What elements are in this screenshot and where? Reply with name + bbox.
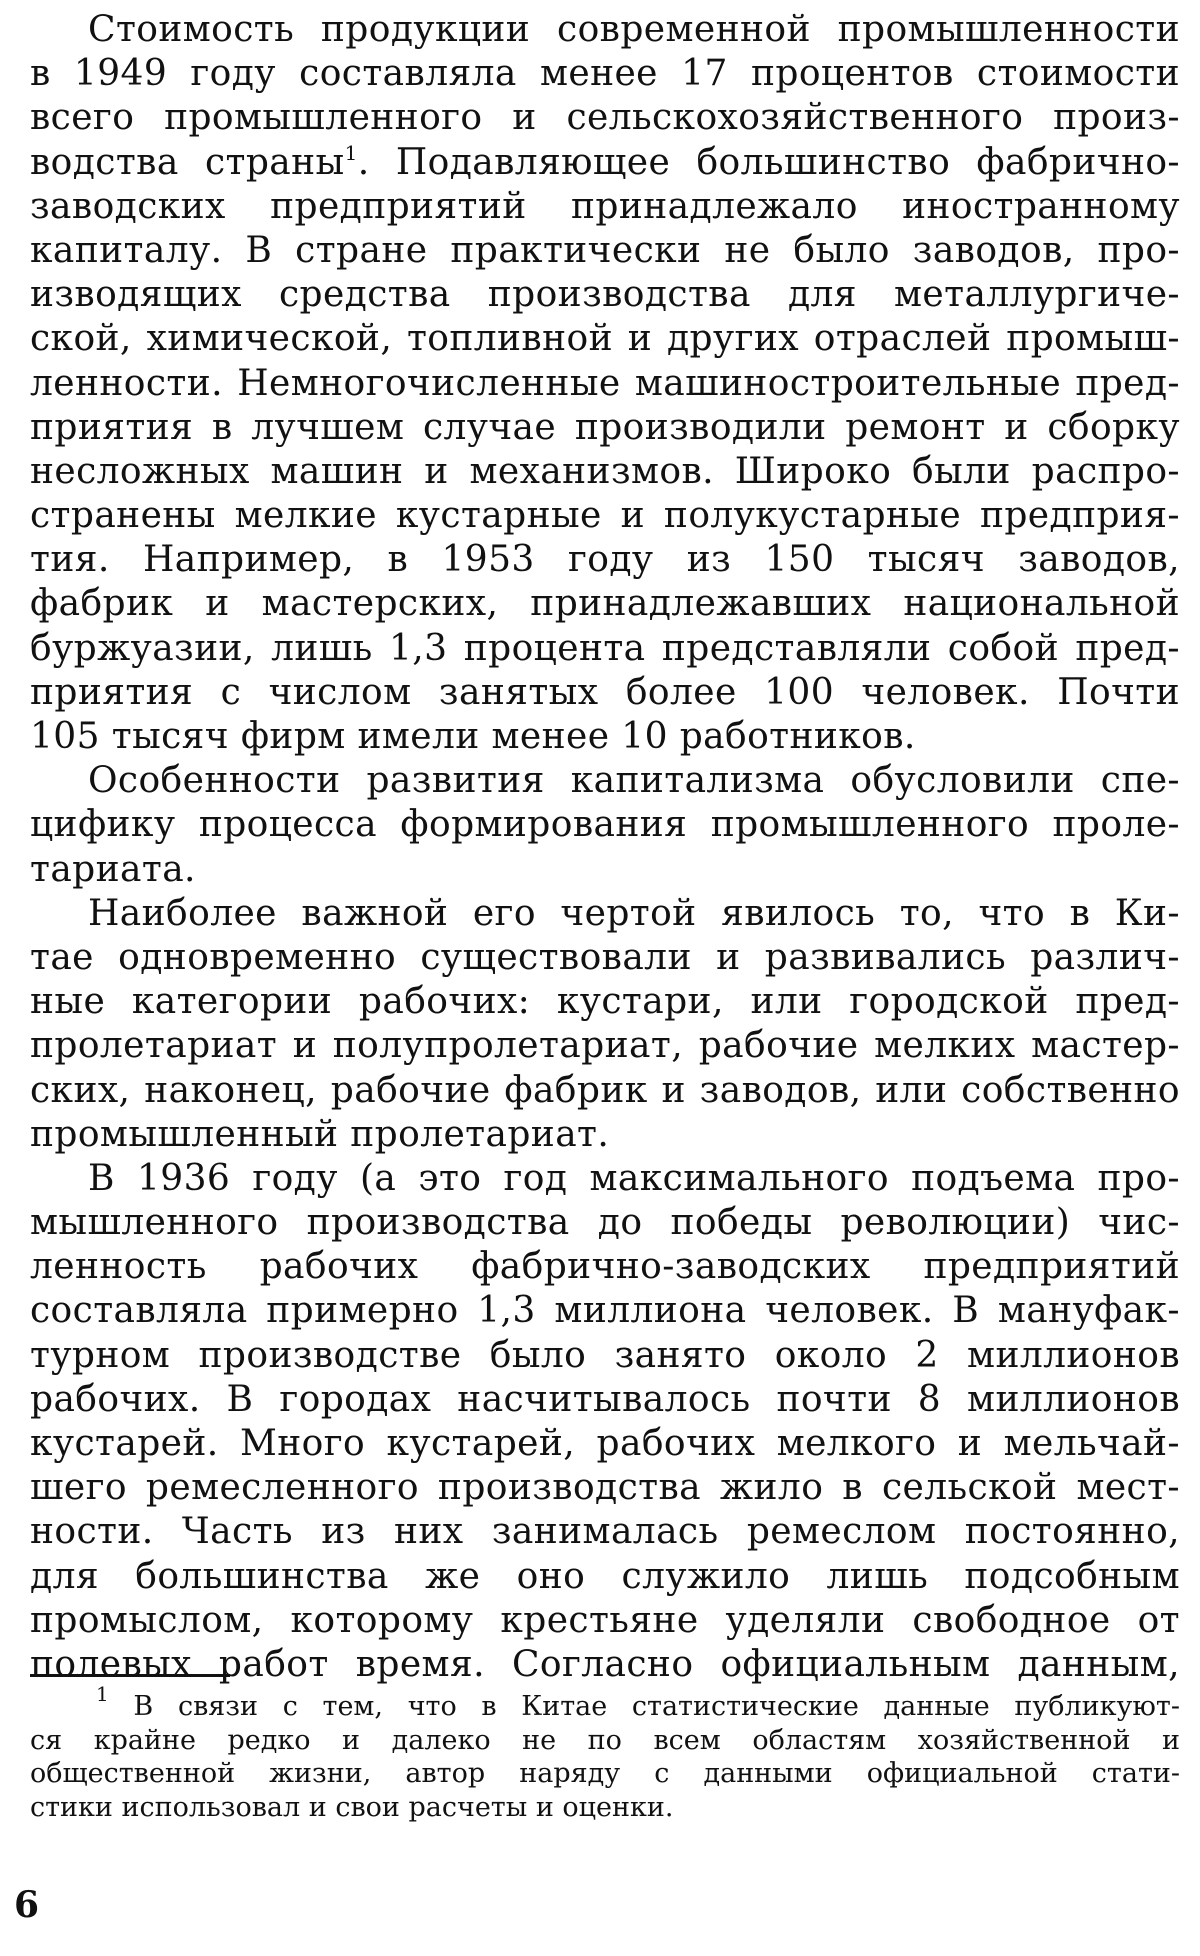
text-line: 105 тысяч фирм имели менее 10 работников.	[30, 716, 916, 757]
text-line: полевых работ время. Согласно официальным данным,	[30, 1643, 1180, 1685]
text-line: пролетариат и полупролетариат, рабочие мелких мастер-	[30, 1025, 1180, 1067]
text-line: всего промышленного и сельскохозяйственного произ-	[30, 97, 1180, 139]
main-text	[30, 8, 1180, 1687]
text-line: Особенности развития капитализма обусловили спе-	[88, 760, 1180, 802]
text-line: фабрик и мастерских, принадлежавших национальной	[30, 583, 1180, 625]
paragraph-1	[30, 8, 1180, 759]
text-line-with-footnote-ref	[30, 141, 1180, 185]
text-line: ные категории рабочих: кустари, или городской пред-	[30, 981, 1180, 1023]
text-segment: водства страны	[30, 141, 345, 183]
text-line: заводских предприятий принадлежало иностранному	[30, 185, 1180, 227]
text-line: капиталу. В стране практически не было заводов, про-	[30, 229, 1180, 271]
text-line: странены мелкие кустарные и полукустарные предприя-	[30, 495, 1180, 537]
footnote-line: общественной жизни, автор наряду с данными официальной стати-	[30, 1758, 1180, 1789]
text-line: несложных машин и механизмов. Широко были распро-	[30, 450, 1180, 492]
paragraph-4	[30, 1157, 1180, 1687]
text-line: приятия с числом занятых более 100 человек. Почти	[30, 671, 1180, 713]
text-line: турном производстве было занято около 2 миллионов	[30, 1334, 1180, 1376]
text-line: цифику процесса формирования промышленного проле-	[30, 804, 1180, 846]
text-segment: В связи с тем, что в Китае статистические данные публикуют-	[133, 1691, 1180, 1722]
footnote-line	[30, 1682, 1180, 1724]
text-line: приятия в лучшем случае производили ремонт и сборку	[30, 406, 1180, 448]
text-line: мышленного производства до победы революции) чис-	[30, 1202, 1180, 1244]
footnote-line: стики использовал и свои расчеты и оценки.	[30, 1791, 674, 1823]
text-line: В 1936 году (а это год максимального подъема про-	[88, 1157, 1180, 1199]
paragraph-3	[30, 892, 1180, 1157]
text-line: рабочих. В городах насчитывалось почти 8 миллионов	[30, 1378, 1180, 1420]
text-line: составляла примерно 1,3 миллиона человек. В мануфак-	[30, 1290, 1180, 1332]
text-line: ности. Часть из них занималась ремеслом постоянно,	[30, 1511, 1180, 1553]
footnote-marker: 1	[96, 1682, 109, 1706]
text-line: для большинства же оно служило лишь подсобным	[30, 1555, 1180, 1597]
text-line: тия. Например, в 1953 году из 150 тысяч заводов,	[30, 539, 1180, 581]
text-line: тариата.	[30, 848, 196, 890]
text-line: промышленный пролетариат.	[30, 1113, 610, 1155]
text-line: кустарей. Много кустарей, рабочих мелкого и мельчай-	[30, 1423, 1180, 1464]
text-line: шего ремесленного производства жило в сельской мест-	[30, 1467, 1180, 1509]
text-line: ленность рабочих фабрично-заводских предприятий	[30, 1246, 1180, 1288]
text-line: ских, наконец, рабочие фабрик и заводов, или собственно	[30, 1069, 1180, 1111]
page-number: 6	[14, 1884, 40, 1926]
text-line: ленности. Немногочисленные машиностроительные пред-	[30, 362, 1180, 404]
text-line: в 1949 году составляла менее 17 процентов стоимости	[30, 53, 1180, 95]
text-segment: . Подавляющее большинство фабрично-	[357, 141, 1180, 183]
text-line: ской, химической, топливной и других отраслей промыш-	[30, 318, 1180, 360]
text-line: буржуазии, лишь 1,3 процента представляли собой пред-	[30, 627, 1180, 669]
footnote	[30, 1682, 1180, 1824]
text-line: промыслом, которому крестьяне уделяли свободное от	[30, 1599, 1180, 1641]
footnote-line: ся крайне редко и далеко не по всем областям хозяйственной и	[30, 1724, 1180, 1756]
text-line: тае одновременно существовали и развивались различ-	[30, 936, 1180, 978]
text-line: Стоимость продукции современной промышленности	[88, 9, 1180, 50]
text-line: Наиболее важной его чертой явилось то, что в Ки-	[88, 892, 1180, 934]
footnote-reference: 1	[344, 140, 358, 165]
footnote-divider	[30, 1674, 230, 1677]
paragraph-2	[30, 759, 1180, 892]
text-line: изводящих средства производства для металлургиче-	[30, 274, 1180, 316]
